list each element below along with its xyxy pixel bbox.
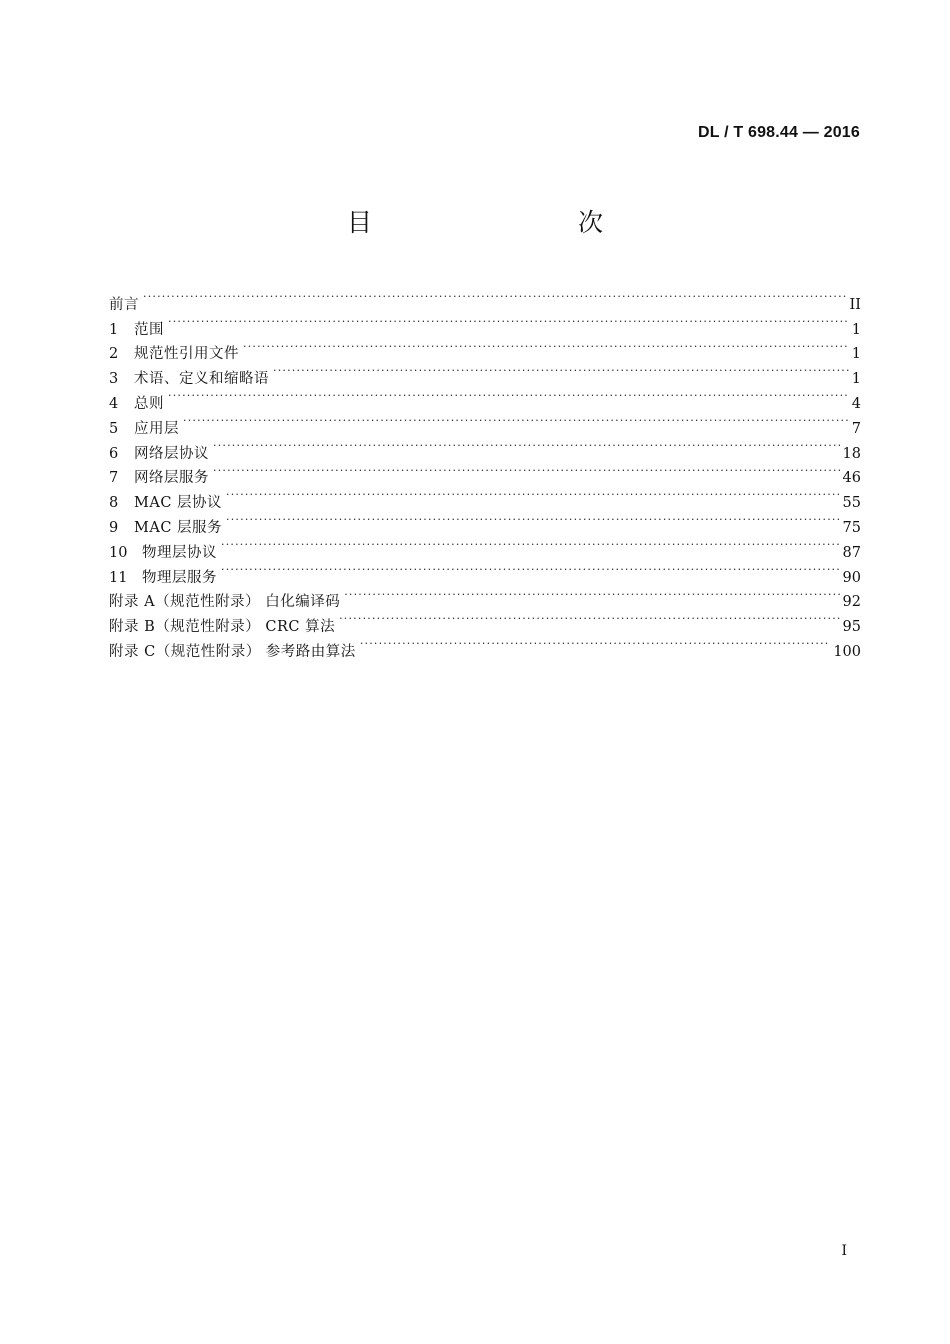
toc-leader-dots — [221, 557, 840, 582]
toc-leader-dots — [213, 458, 840, 483]
toc-leader-dots — [168, 383, 849, 408]
toc-entry-number: 7 — [109, 470, 119, 487]
toc-leader-dots — [273, 358, 849, 383]
toc-entry-number: 3 — [109, 371, 119, 388]
toc-entry-label: MAC 层服务 — [134, 519, 223, 536]
toc-entry-page: 7 — [851, 420, 861, 437]
toc-entry-label: 附录 B（规范性附录） CRC 算法 — [109, 619, 336, 636]
toc-entry-2[interactable] — [109, 334, 861, 363]
toc-entry-number: 4 — [109, 395, 119, 412]
toc-entry-number: 2 — [109, 346, 119, 363]
toc-entry-page: 1 — [851, 346, 861, 363]
toc-entry-page: 1 — [851, 321, 861, 338]
toc-entry-page: 75 — [842, 519, 861, 536]
toc-leader-dots — [360, 631, 831, 656]
toc-entry-page: 87 — [842, 544, 861, 561]
toc-entry-page: 55 — [842, 495, 861, 512]
toc-entry-page: II — [849, 296, 861, 313]
toc-entry-number: 9 — [109, 519, 119, 536]
toc-entry-1[interactable] — [109, 309, 861, 338]
page-title: 目 次 — [346, 208, 655, 237]
toc-entry-6[interactable] — [109, 433, 861, 462]
toc-entry-appendix-a[interactable] — [109, 582, 861, 611]
toc-entry-label: 范围 — [134, 321, 164, 338]
toc-leader-dots — [168, 309, 849, 334]
toc-entry-number: 8 — [109, 495, 119, 512]
toc-leader-dots — [213, 433, 840, 458]
toc-entry-label: 应用层 — [134, 420, 179, 437]
toc-entry-label: 总则 — [134, 395, 164, 412]
toc-entry-preface[interactable] — [109, 284, 861, 313]
toc-entry-page: 95 — [842, 619, 861, 636]
toc-entry-label: 规范性引用文件 — [134, 346, 239, 363]
toc-leader-dots — [243, 334, 849, 359]
toc-entry-number: 11 — [109, 569, 128, 586]
toc-leader-dots — [143, 284, 847, 309]
toc-entry-page: 92 — [842, 594, 861, 611]
page-number: I — [841, 1243, 847, 1259]
toc-entry-label: 前言 — [109, 296, 139, 313]
toc-entry-label: 附录 C（规范性附录） 参考路由算法 — [109, 643, 356, 660]
standard-code: DL / T 698.44 — 2016 — [697, 124, 860, 141]
toc-leader-dots — [226, 482, 840, 507]
toc-entry-10[interactable] — [109, 532, 861, 561]
toc-entry-label: 网络层协议 — [134, 445, 209, 462]
toc-entry-page: 90 — [842, 569, 861, 586]
toc-leader-dots — [183, 408, 849, 433]
toc-leader-dots — [344, 582, 839, 607]
table-of-contents — [109, 284, 861, 660]
toc-leader-dots — [221, 532, 840, 557]
toc-entry-11[interactable] — [109, 557, 861, 586]
toc-entry-8[interactable] — [109, 482, 861, 512]
toc-entry-page: 18 — [842, 445, 861, 462]
toc-entry-page: 46 — [842, 470, 861, 487]
toc-leader-dots — [226, 507, 840, 532]
toc-entry-label: 物理层服务 — [142, 569, 217, 586]
toc-entry-number: 1 — [109, 321, 119, 338]
toc-entry-page: 100 — [833, 643, 861, 660]
toc-entry-label: 术语、定义和缩略语 — [134, 371, 269, 388]
toc-entry-number: 10 — [109, 544, 128, 561]
toc-entry-number: 5 — [109, 420, 119, 437]
toc-leader-dots — [339, 606, 839, 631]
toc-entry-label: MAC 层协议 — [134, 495, 223, 512]
toc-entry-5[interactable] — [109, 408, 861, 437]
toc-entry-number: 6 — [109, 445, 119, 462]
toc-entry-4[interactable] — [109, 383, 861, 412]
toc-entry-page: 4 — [851, 395, 861, 412]
toc-entry-label: 网络层服务 — [134, 470, 209, 487]
toc-entry-page: 1 — [851, 371, 861, 388]
toc-entry-7[interactable] — [109, 458, 861, 487]
toc-entry-label: 物理层协议 — [142, 544, 217, 561]
toc-entry-label: 附录 A（规范性附录） 白化编译码 — [109, 594, 341, 611]
